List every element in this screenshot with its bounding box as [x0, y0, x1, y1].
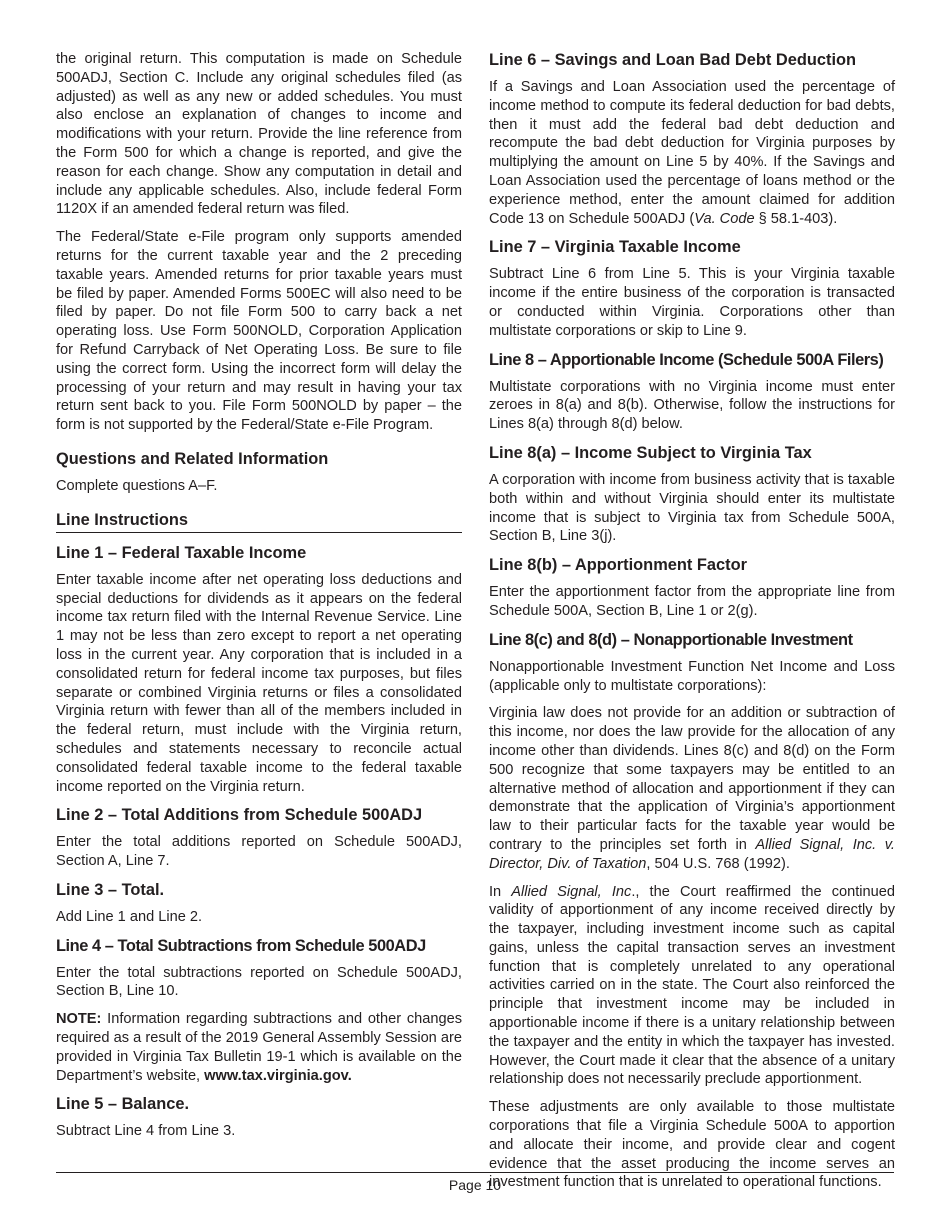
line6-text-a: If a Savings and Loan Association used the percentage of income method to compute its federal deduction for bad debts, then it must add the federal bad debt deduction and recompute the bad debt deduction for Virginia purposes by multiplying the amount on Line 5 by 40%. If the Savings and Loan Association used the percentage of loans method or the experience method, enter the amount claimed for addition Code 13 on Schedule 500ADJ (	[489, 79, 895, 227]
line8cd-text-3	[489, 883, 895, 1090]
left-column	[56, 50, 462, 1150]
line8cd-text-2a: Virginia law does not provide for an addition or subtraction of this income, nor does the law provide for the allocation of any income other than dividends. Lines 8(c) and 8(d) on the Form 500 recognize that some taxpayers may be entitled to an alternative method of allocation and apportionment if they can demonstrate that the application of Virginia’s apportionment law to their particular facts for the taxable year would be contrary to the principles set forth in	[489, 705, 895, 853]
line8b-heading: Line 8(b) – Apportionment Factor	[489, 556, 748, 575]
line8a-text: A corporation with income from business activity that is taxable both within and without Virginia should enter its multistate income that is subject to Virginia tax from Schedule 500A, Section B, Line 3(j).	[489, 471, 895, 545]
line5-text: Subtract Line 4 from Line 3.	[56, 1123, 236, 1140]
line7-heading: Line 7 – Virginia Taxable Income	[489, 238, 741, 257]
line2-heading: Line 2 – Total Additions from Schedule 500ADJ	[56, 806, 423, 825]
note-label: NOTE:	[56, 1011, 102, 1028]
line1-heading: Line 1 – Federal Taxable Income	[56, 543, 307, 562]
line2-text: Enter the total additions reported on Schedule 500ADJ, Section A, Line 7.	[56, 834, 462, 870]
line6-heading: Line 6 – Savings and Loan Bad Debt Deduction	[489, 51, 857, 69]
line8cd-text-2b: , 504 U.S. 768 (1992).	[646, 855, 790, 872]
right-column	[489, 50, 895, 1201]
intro-paragraph-1: the original return. This computation is made on Schedule 500ADJ, Section C. Include any original schedules filed (as adjusted) as well as any new or added schedules. You must also enclose an explanation of changes to income and modifications with your return. Provide the line reference from the Form 500 for which a change is reported, and give the reason for each change. Show any computation in detail and include any applicable schedules. Also, include federal Form 1120X if an amended federal return was filed.	[56, 51, 462, 218]
line5-heading: Line 5 – Balance.	[56, 1095, 190, 1114]
line8-text: Multistate corporations with no Virginia income must enter zeroes in 8(a) and 8(b). Otherwise, follow the instructions for Lines 8(a) through 8(d) below.	[489, 378, 895, 433]
line6-text-b: § 58.1-403).	[754, 210, 838, 227]
line-instructions-heading: Line Instructions	[56, 510, 462, 533]
line3-text: Add Line 1 and Line 2.	[56, 908, 203, 925]
note-text: Information regarding subtractions and other changes required as a result of the 2019 General Assembly Session are provided in Virginia Tax Bulletin 19-1 which is available on the Department’s website,	[56, 1011, 462, 1084]
line8cd-text-3-pre: In	[489, 883, 512, 900]
case-name: Allied Signal, Inc	[511, 883, 632, 900]
line8cd-text-4: These adjustments are only available to those multistate corporations that file a Virginia Schedule 500A to apportion and allocate their income, and provide clear and cogent evidence that the asset producing the income serves an investment function that is unrelated to operational functions.	[489, 1099, 895, 1191]
line3-heading: Line 3 – Total.	[56, 880, 165, 899]
line4-heading: Line 4 – Total Subtractions from Schedule 500ADJ	[56, 936, 426, 955]
page-number: Page 10	[448, 1177, 502, 1193]
questions-text: Complete questions A–F.	[56, 477, 218, 494]
website-link[interactable]: www.tax.virginia.gov.	[204, 1067, 352, 1084]
line4-text: Enter the total subtractions reported on Schedule 500ADJ, Section B, Line 10.	[56, 964, 462, 1000]
line7-text: Subtract Line 6 from Line 5. This is your Virginia taxable income if the entire business of the corporation is transacted or conducted within Virginia. Corporations other than multistate corporations or skip to Line 9.	[489, 266, 895, 339]
intro-paragraph-2: The Federal/State e-File program only supports amended returns for the current taxable year and the 2 preceding taxable years. Amended returns for prior taxable years must be filed by paper. Amended Forms 500EC will also need to be filed by paper. Do not file Form 500 to carry back a net operating loss. Use Form 500NOLD, Corporation Application for Refund Carryback of Net Operating Loss. Be sure to file using the correct form. Using the incorrect form will delay the processing of your return and may result in having your tax return sent back to you. File Form 500NOLD by paper – the form is not supported by the Federal/State e-File Program.	[56, 229, 462, 434]
va-code-citation: Va. Code	[694, 210, 755, 227]
line8a-heading: Line 8(a) – Income Subject to Virginia Tax	[489, 443, 812, 462]
line8cd-heading: Line 8(c) and 8(d) – Nonapportionable Investment	[489, 630, 853, 649]
line8-heading: Line 8 – Apportionable Income (Schedule 500A Filers)	[489, 350, 884, 369]
questions-heading: Questions and Related Information	[56, 449, 329, 468]
line8cd-text-1: Nonapportionable Investment Function Net Income and Loss (applicable only to multistate corporations):	[489, 658, 895, 694]
line1-text: Enter taxable income after net operating loss deductions and special deductions for dividends as it appears on the federal income tax return filed with the Internal Revenue Service. Line 1 may not be less than zero except to report a net operating loss in the current year. Any corporation that is included in a consolidated return for federal income tax purposes, but files separate or combined Virginia returns or files a consolidated Virginia return with fewer than all of the members included in the federal return, must include with the Virginia return, schedules and statements necessary to reconcile actual consolidated federal taxable income to the federal taxable income reported on the Virginia return.	[56, 571, 462, 795]
line8cd-text-3b: ., the Court reaffirmed the continued validity of apportionment of any income received directly by the taxpayer, including investment income such as capital gains, unless the capital transaction serves an investment function that is completely unrelated to any operational activities carried on in the state. The Court also reinforced the principle that investment income may be included in apportionable income if there is a unitary relationship between the taxpayer and the entity in which the taxpayer has invested. However, the Court made it clear that the absence of a unitary relationship does not necessarily preclude apportionment.	[489, 883, 895, 1088]
case-citation: Allied Signal, Inc. v. Director, Div. of Taxation	[489, 836, 895, 872]
line8cd-text-2	[489, 704, 895, 873]
footer-divider	[56, 1172, 894, 1173]
line8b-text: Enter the apportionment factor from the appropriate line from Schedule 500A, Section B, Line 1 or 2(g).	[489, 584, 895, 619]
line6-text	[489, 78, 895, 228]
note-paragraph	[56, 1010, 462, 1085]
